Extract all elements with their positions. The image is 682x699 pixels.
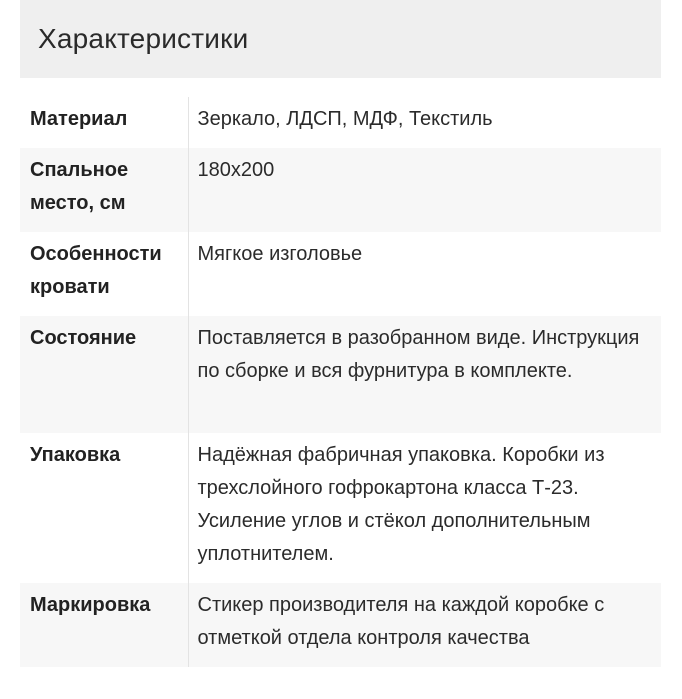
- spec-label: Материал: [20, 97, 188, 148]
- spec-value: Поставляется в разобранном виде. Инструкция по сборке и вся фурнитура в комплекте.: [197, 327, 640, 382]
- spec-row-sleeping-place: [20, 148, 661, 232]
- spec-row-condition: [20, 316, 661, 433]
- characteristics-panel: [20, 0, 661, 667]
- spec-row-bed-features: [20, 232, 661, 316]
- spec-label: Упаковка: [20, 433, 188, 583]
- spec-value: 180x200: [197, 159, 275, 181]
- spec-row-packaging: [20, 433, 661, 583]
- spec-value: Надёжная фабричная упаковка. Коробки из трехслойного гофрокартона класса Т-23. Усиление углов и стёкол дополнительным уплотнителем.: [197, 444, 605, 565]
- specs-table: [20, 97, 661, 667]
- section-header: [20, 0, 661, 78]
- spec-label: Спальное место, см: [20, 148, 188, 232]
- spec-label: Особенности кровати: [20, 232, 188, 316]
- spec-value: Мягкое изголовье: [197, 243, 363, 265]
- spec-label: Состояние: [20, 316, 188, 433]
- section-title: Характеристики: [38, 23, 249, 54]
- spec-row-material: [20, 97, 661, 148]
- header-spacer: [20, 78, 661, 97]
- spec-row-marking: [20, 583, 661, 667]
- spec-value: Стикер производителя на каждой коробке с отметкой отдела контроля качества: [197, 594, 605, 649]
- spec-label: Маркировка: [20, 583, 188, 667]
- spec-value: Зеркало, ЛДСП, МДФ, Текстиль: [197, 108, 493, 130]
